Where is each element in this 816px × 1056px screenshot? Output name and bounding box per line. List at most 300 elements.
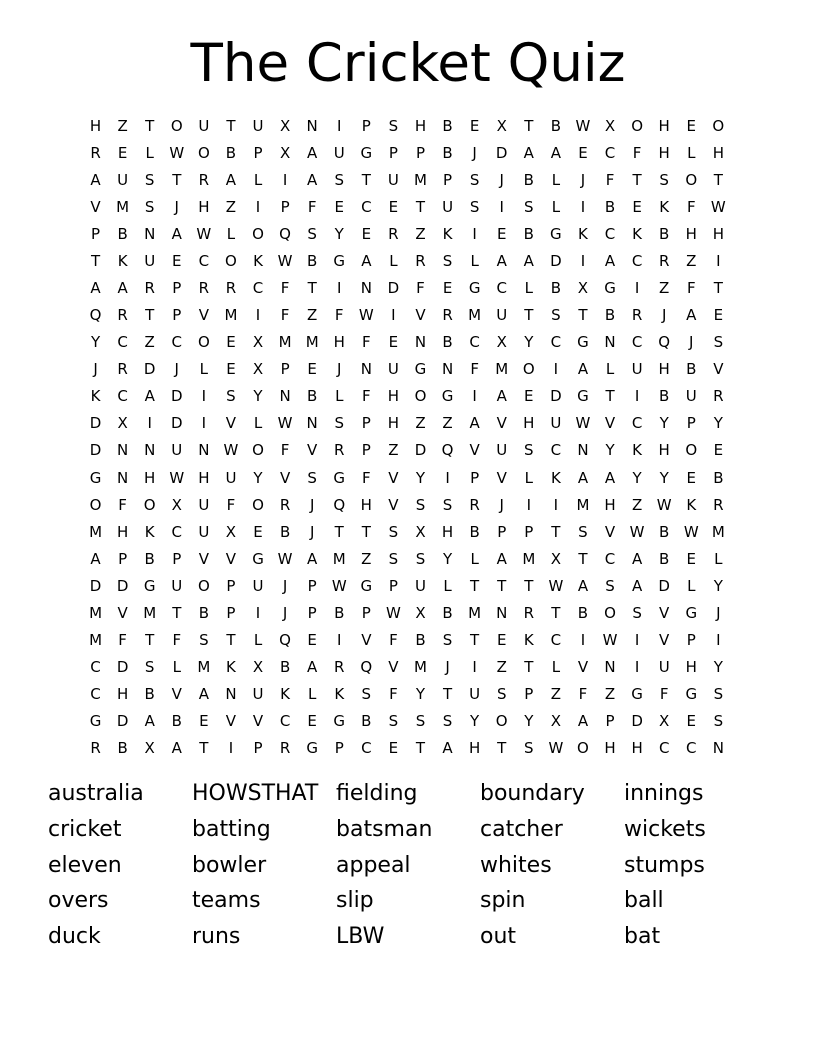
- grid-letter: H: [631, 739, 643, 758]
- grid-letter: E: [686, 116, 696, 135]
- grid-letter: T: [632, 170, 642, 189]
- grid-letter: N: [414, 333, 427, 352]
- grid-letter: Y: [90, 333, 101, 352]
- grid-letter: J: [580, 170, 586, 189]
- grid-letter: M: [468, 306, 482, 325]
- grid-letter: E: [226, 360, 236, 379]
- grid-letter: A: [90, 170, 101, 189]
- grid-letter: Y: [415, 468, 426, 487]
- grid-letter: O: [604, 603, 616, 622]
- grid-letter: O: [197, 576, 210, 595]
- grid-letter: U: [252, 685, 264, 704]
- grid-letter: B: [361, 712, 372, 731]
- grid-letter: E: [469, 116, 480, 135]
- grid-letter: O: [685, 170, 698, 189]
- grid-letter: N: [144, 441, 156, 460]
- grid-letter: E: [686, 468, 696, 487]
- grid-letter: L: [714, 549, 723, 568]
- grid-letter: M: [278, 333, 292, 352]
- grid-letter: Z: [686, 251, 697, 270]
- grid-letter: R: [388, 224, 399, 243]
- grid-letter: V: [117, 603, 128, 622]
- grid-letter: Q: [441, 441, 454, 460]
- grid-letter: G: [550, 224, 562, 243]
- grid-letter: A: [577, 576, 589, 595]
- grid-letter: F: [280, 279, 290, 297]
- grid-letter: D: [658, 576, 670, 595]
- grid-letter: N: [441, 360, 454, 379]
- word-list-item: stumps: [624, 852, 705, 878]
- grid-letter: F: [280, 441, 290, 460]
- grid-letter: F: [118, 495, 127, 514]
- grid-letter: L: [524, 279, 533, 297]
- word-list: [48, 776, 768, 955]
- grid-letter: J: [282, 576, 288, 595]
- grid-row: [82, 545, 742, 572]
- grid-letter: O: [170, 116, 183, 135]
- grid-letter: K: [90, 387, 101, 406]
- grid-letter: D: [89, 576, 102, 595]
- grid-letter: B: [604, 197, 616, 216]
- grid-letter: L: [605, 360, 615, 379]
- grid-letter: D: [170, 387, 183, 406]
- grid-letter: D: [116, 658, 129, 677]
- grid-letter: G: [333, 468, 346, 487]
- grid-letter: B: [550, 279, 562, 297]
- grid-row: [82, 166, 742, 193]
- grid-letter: V: [198, 549, 209, 568]
- grid-letter: Y: [632, 468, 642, 487]
- grid-letter: G: [631, 685, 643, 704]
- grid-letter: R: [198, 279, 210, 297]
- grid-letter: U: [387, 360, 399, 379]
- grid-letter: N: [604, 333, 616, 352]
- grid-letter: E: [172, 251, 182, 270]
- word-list-item: boundary: [480, 781, 585, 806]
- grid-letter: J: [309, 495, 315, 514]
- grid-row: [82, 491, 742, 518]
- grid-letter: O: [89, 495, 102, 514]
- grid-letter: K: [280, 685, 290, 704]
- grid-letter: U: [198, 116, 210, 135]
- grid-letter: A: [442, 739, 453, 758]
- grid-letter: L: [687, 143, 696, 162]
- grid-letter: N: [604, 658, 616, 677]
- grid-letter: C: [117, 333, 128, 352]
- grid-letter: S: [388, 712, 399, 731]
- grid-letter: A: [144, 712, 155, 731]
- grid-letter: S: [524, 197, 534, 216]
- grid-letter: S: [415, 495, 426, 514]
- word-list-item: slip: [336, 888, 374, 914]
- grid-letter: E: [388, 333, 399, 352]
- grid-row: [82, 274, 742, 301]
- grid-letter: T: [415, 197, 426, 216]
- grid-row: [82, 112, 742, 139]
- grid-letter: L: [551, 170, 561, 189]
- grid-letter: L: [253, 631, 263, 650]
- grid-letter: A: [307, 658, 318, 677]
- grid-letter: X: [252, 360, 264, 379]
- grid-letter: S: [469, 170, 480, 189]
- grid-letter: N: [198, 441, 210, 460]
- grid-letter: I: [337, 631, 342, 650]
- grid-letter: C: [469, 333, 480, 352]
- grid-letter: A: [686, 306, 697, 325]
- grid-letter: E: [578, 143, 588, 162]
- grid-letter: A: [523, 143, 534, 162]
- grid-letter: O: [252, 224, 264, 243]
- grid-letter: B: [686, 360, 697, 379]
- grid-letter: B: [659, 224, 670, 243]
- grid-letter: C: [658, 739, 670, 758]
- grid-letter: H: [712, 224, 724, 243]
- grid-letter: E: [199, 712, 209, 731]
- grid-letter: E: [496, 224, 507, 243]
- word-list-item: overs: [48, 888, 109, 914]
- grid-letter: I: [201, 414, 207, 433]
- grid-letter: F: [659, 685, 669, 704]
- grid-letter: N: [306, 116, 318, 135]
- grid-letter: N: [306, 414, 318, 433]
- grid-letter: A: [604, 468, 616, 487]
- grid-letter: Z: [631, 495, 643, 514]
- grid-letter: M: [305, 333, 319, 352]
- word-list-item: teams: [192, 888, 261, 914]
- grid-letter: Z: [144, 333, 155, 352]
- grid-letter: I: [472, 658, 477, 677]
- grid-letter: J: [499, 495, 504, 514]
- grid-letter: F: [334, 306, 344, 325]
- grid-letter: P: [307, 603, 317, 622]
- grid-letter: B: [415, 631, 426, 650]
- grid-letter: V: [496, 468, 507, 487]
- grid-letter: B: [442, 333, 453, 352]
- grid-letter: V: [361, 631, 372, 650]
- grid-letter: S: [713, 712, 724, 731]
- grid-letter: T: [524, 576, 534, 595]
- grid-letter: W: [358, 306, 374, 325]
- grid-letter: B: [659, 549, 670, 568]
- grid-letter: Z: [388, 441, 399, 460]
- grid-letter: M: [414, 170, 427, 189]
- grid-letter: Y: [524, 333, 534, 352]
- grid-letter: S: [659, 170, 669, 189]
- grid-letter: B: [334, 603, 345, 622]
- grid-letter: R: [90, 739, 101, 758]
- grid-letter: G: [143, 576, 156, 595]
- grid-letter: W: [196, 224, 212, 243]
- grid-letter: I: [445, 468, 450, 487]
- grid-letter: I: [255, 306, 261, 325]
- grid-letter: K: [334, 685, 345, 704]
- grid-letter: U: [252, 576, 264, 595]
- grid-letter: S: [226, 387, 236, 406]
- grid-letter: W: [223, 441, 239, 460]
- grid-letter: P: [280, 360, 290, 379]
- grid-letter: A: [577, 468, 589, 487]
- grid-letter: X: [659, 712, 670, 731]
- grid-letter: P: [91, 224, 101, 243]
- grid-letter: U: [171, 441, 183, 460]
- grid-letter: P: [524, 522, 534, 541]
- grid-letter: D: [495, 143, 508, 162]
- grid-letter: S: [442, 495, 453, 514]
- grid-letter: C: [631, 414, 643, 433]
- grid-letter: C: [604, 143, 616, 162]
- grid-letter: J: [689, 333, 694, 352]
- grid-letter: L: [470, 549, 479, 568]
- grid-row: [82, 139, 742, 166]
- grid-letter: U: [631, 360, 643, 379]
- grid-letter: Y: [605, 441, 615, 460]
- grid-letter: H: [441, 522, 454, 541]
- grid-letter: Y: [442, 549, 453, 568]
- grid-letter: U: [198, 495, 210, 514]
- grid-letter: U: [496, 441, 508, 460]
- grid-letter: W: [710, 197, 726, 216]
- grid-letter: R: [631, 306, 643, 325]
- grid-letter: T: [442, 685, 453, 704]
- grid-letter: O: [252, 441, 264, 460]
- grid-letter: N: [117, 441, 129, 460]
- grid-letter: R: [713, 387, 724, 406]
- grid-letter: N: [577, 441, 589, 460]
- grid-letter: R: [279, 739, 291, 758]
- grid-letter: B: [225, 143, 237, 162]
- grid-letter: F: [172, 631, 182, 650]
- grid-letter: Z: [225, 197, 237, 216]
- grid-letter: T: [578, 306, 588, 325]
- grid-letter: Y: [659, 414, 669, 433]
- word-list-item: out: [480, 924, 517, 950]
- grid-letter: E: [226, 333, 236, 352]
- grid-letter: R: [279, 495, 291, 514]
- grid-letter: P: [172, 279, 182, 297]
- grid-letter: E: [686, 549, 696, 568]
- grid-letter: S: [415, 712, 426, 731]
- grid-row: [82, 572, 742, 599]
- grid-letter: V: [252, 712, 264, 731]
- grid-letter: E: [496, 631, 507, 650]
- grid-letter: A: [496, 387, 507, 406]
- grid-letter: I: [472, 224, 477, 243]
- grid-letter: P: [118, 549, 128, 568]
- grid-letter: Z: [361, 549, 372, 568]
- grid-letter: L: [551, 658, 561, 677]
- grid-letter: C: [631, 333, 643, 352]
- grid-letter: A: [577, 360, 589, 379]
- grid-letter: P: [361, 603, 371, 622]
- word-list-item: LBW: [336, 924, 385, 950]
- grid-letter: B: [198, 603, 209, 622]
- grid-letter: E: [713, 441, 724, 460]
- grid-letter: T: [226, 631, 236, 650]
- grid-letter: Y: [713, 658, 723, 677]
- grid-letter: C: [279, 712, 291, 731]
- grid-letter: T: [361, 522, 371, 541]
- grid-letter: A: [550, 143, 561, 162]
- grid-letter: R: [713, 495, 724, 514]
- grid-letter: F: [389, 685, 398, 704]
- grid-letter: F: [686, 197, 696, 216]
- grid-letter: Y: [659, 468, 669, 487]
- grid-letter: E: [117, 143, 128, 162]
- grid-letter: G: [685, 603, 698, 622]
- grid-letter: A: [144, 387, 155, 406]
- grid-letter: K: [226, 658, 236, 677]
- grid-letter: C: [90, 658, 101, 677]
- grid-row: [82, 220, 742, 247]
- grid-letter: T: [551, 522, 561, 541]
- grid-letter: S: [442, 251, 453, 270]
- grid-letter: S: [578, 522, 588, 541]
- grid-letter: U: [117, 170, 129, 189]
- grid-letter: O: [495, 712, 508, 731]
- grid-letter: I: [255, 603, 261, 622]
- grid-letter: I: [634, 387, 640, 406]
- grid-letter: I: [228, 739, 234, 758]
- grid-letter: G: [306, 739, 318, 758]
- grid-letter: C: [550, 441, 562, 460]
- grid-row: [82, 302, 742, 329]
- grid-letter: B: [442, 603, 453, 622]
- grid-letter: U: [198, 522, 210, 541]
- grid-letter: E: [686, 712, 696, 731]
- grid-letter: I: [716, 251, 721, 270]
- grid-letter: B: [659, 387, 670, 406]
- grid-letter: B: [144, 685, 155, 704]
- grid-letter: N: [360, 279, 372, 297]
- grid-letter: F: [362, 333, 371, 352]
- grid-letter: T: [226, 116, 236, 135]
- grid-letter: A: [604, 251, 616, 270]
- grid-letter: B: [604, 306, 616, 325]
- grid-letter: O: [712, 116, 725, 135]
- grid-letter: G: [577, 387, 589, 406]
- grid-letter: L: [253, 414, 263, 433]
- grid-letter: N: [279, 387, 291, 406]
- grid-letter: Z: [307, 306, 318, 325]
- grid-letter: H: [685, 658, 697, 677]
- grid-letter: V: [604, 522, 616, 541]
- grid-letter: H: [414, 116, 427, 135]
- grid-letter: T: [415, 739, 426, 758]
- grid-letter: J: [472, 143, 477, 162]
- grid-letter: T: [713, 279, 723, 297]
- grid-letter: E: [307, 360, 317, 379]
- grid-letter: K: [632, 441, 643, 460]
- grid-letter: L: [199, 360, 209, 379]
- grid-letter: B: [307, 251, 318, 270]
- grid-letter: J: [661, 306, 667, 325]
- grid-letter: O: [631, 116, 643, 135]
- grid-letter: Z: [604, 685, 616, 704]
- word-list-item: ball: [624, 888, 664, 914]
- grid-letter: K: [442, 224, 453, 243]
- grid-letter: P: [415, 143, 425, 162]
- grid-letter: L: [470, 251, 479, 270]
- grid-letter: J: [174, 360, 179, 379]
- grid-letter: T: [307, 279, 317, 297]
- grid-letter: P: [497, 522, 507, 541]
- grid-letter: J: [337, 360, 342, 379]
- grid-letter: S: [524, 441, 534, 460]
- grid-letter: D: [143, 360, 156, 379]
- grid-letter: H: [116, 522, 129, 541]
- grid-letter: T: [145, 631, 155, 650]
- grid-letter: F: [632, 143, 642, 162]
- grid-letter: V: [388, 495, 399, 514]
- grid-letter: Z: [442, 414, 453, 433]
- grid-letter: Y: [713, 576, 723, 595]
- grid-letter: W: [656, 495, 672, 514]
- grid-letter: V: [496, 414, 507, 433]
- grid-letter: D: [116, 576, 129, 595]
- grid-letter: X: [415, 522, 426, 541]
- grid-letter: G: [414, 360, 427, 379]
- grid-letter: Z: [415, 414, 426, 433]
- grid-letter: U: [225, 468, 237, 487]
- grid-letter: C: [496, 279, 507, 297]
- grid-letter: I: [391, 306, 396, 325]
- grid-letter: A: [577, 712, 589, 731]
- grid-letter: N: [496, 603, 508, 622]
- grid-letter: H: [198, 468, 210, 487]
- grid-letter: G: [360, 143, 373, 162]
- grid-letter: P: [388, 576, 398, 595]
- grid-letter: U: [414, 576, 426, 595]
- grid-letter: P: [361, 116, 371, 135]
- grid-letter: B: [577, 603, 589, 622]
- grid-letter: L: [389, 251, 398, 270]
- grid-letter: G: [89, 712, 102, 731]
- grid-letter: C: [198, 251, 210, 270]
- grid-letter: D: [550, 387, 562, 406]
- grid-letter: I: [716, 631, 721, 650]
- grid-letter: I: [553, 495, 559, 514]
- grid-letter: A: [171, 224, 182, 243]
- grid-letter: Y: [524, 712, 534, 731]
- grid-letter: U: [144, 251, 156, 270]
- word-list-item: duck: [48, 924, 101, 950]
- grid-letter: V: [713, 360, 724, 379]
- grid-letter: V: [198, 306, 209, 325]
- grid-letter: I: [580, 631, 586, 650]
- grid-letter: X: [252, 658, 264, 677]
- grid-letter: J: [445, 658, 450, 677]
- grid-letter: A: [90, 549, 101, 568]
- grid-letter: I: [634, 279, 640, 297]
- grid-letter: B: [523, 170, 534, 189]
- grid-letter: L: [524, 468, 533, 487]
- grid-letter: B: [550, 116, 562, 135]
- grid-letter: G: [252, 549, 264, 568]
- grid-letter: W: [683, 522, 699, 541]
- grid-letter: R: [144, 279, 155, 297]
- grid-letter: H: [387, 387, 400, 406]
- grid-letter: E: [253, 522, 263, 541]
- grid-letter: P: [443, 170, 453, 189]
- grid-letter: N: [225, 685, 237, 704]
- grid-letter: Q: [279, 631, 291, 650]
- grid-row: [82, 383, 742, 410]
- grid-letter: C: [171, 522, 183, 541]
- grid-letter: A: [307, 549, 318, 568]
- grid-letter: U: [685, 387, 697, 406]
- grid-letter: C: [550, 631, 562, 650]
- grid-letter: U: [469, 685, 481, 704]
